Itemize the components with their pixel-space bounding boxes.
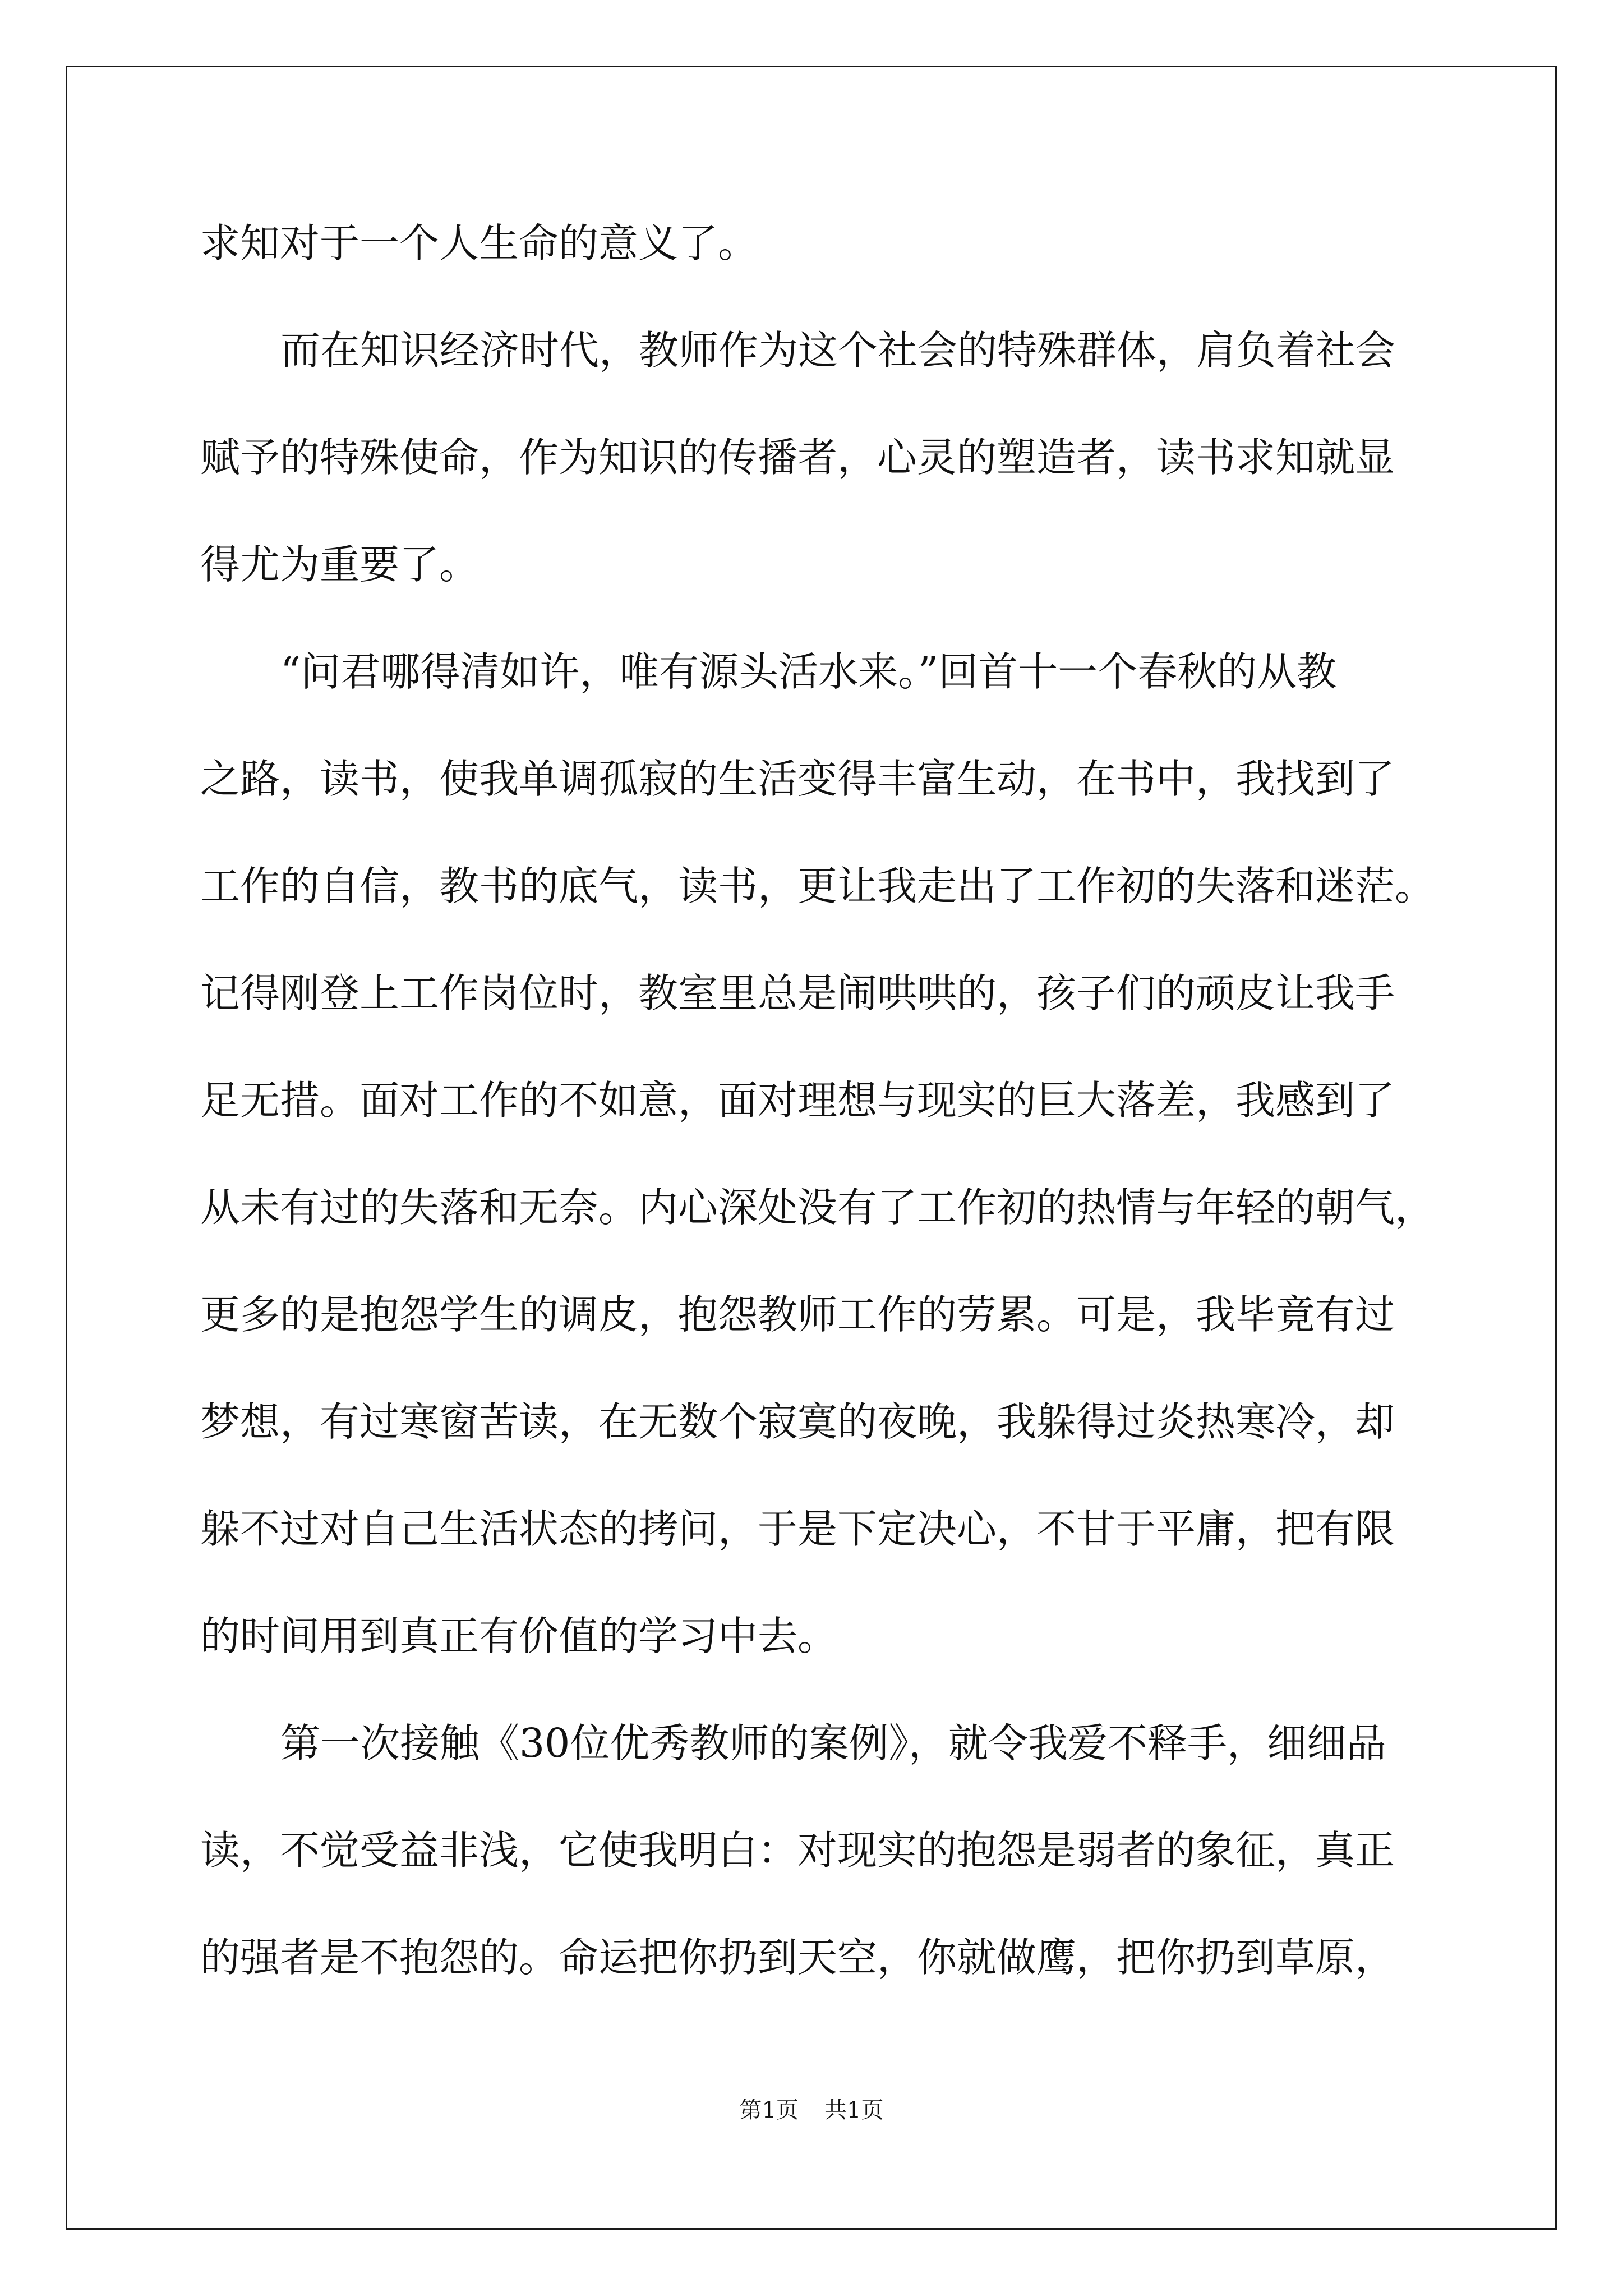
text-line: 更多的是抱怨学生的调皮，抱怨教师工作的劳累。可是，我毕竟有过: [200, 1291, 1395, 1338]
text-line: 求知对于一个人生命的意义了。: [200, 220, 758, 266]
text-line: 第一次接触《30位优秀教师的案例》，就令我爱不释手，细细品: [280, 1720, 1386, 1766]
text-line: 记得刚登上工作岗位时，教室里总是闹哄哄的，孩子们的顽皮让我手: [200, 970, 1395, 1016]
document-body: [200, 210, 1434, 2032]
text-line: 工作的自信，教书的底气，读书，更让我走出了工作初的失落和迷茫。: [200, 863, 1435, 909]
text-line: 从未有过的失落和无奈。内心深处没有了工作初的热情与年轻的朝气，: [200, 1184, 1435, 1231]
text-line: 赋予的特殊使命，作为知识的传播者，心灵的塑造者，读书求知就显: [200, 434, 1395, 481]
page-total: 共1页: [824, 2097, 884, 2123]
text-line: 梦想，有过寒窗苦读，在无数个寂寞的夜晚，我躲得过炎热寒冷，却: [200, 1398, 1395, 1445]
text-line: 之路，读书，使我单调孤寂的生活变得丰富生动，在书中，我找到了: [200, 756, 1395, 802]
text-line: 的强者是不抱怨的。命运把你扔到天空，你就做鹰，把你扔到草原，: [200, 1934, 1395, 1981]
text-line: 足无措。面对工作的不如意，面对理想与现实的巨大落差，我感到了: [200, 1077, 1395, 1124]
text-line: 得尤为重要了。: [200, 541, 479, 588]
text-line: “问君哪得清如许，唯有源头活水来。”回首十一个春秋的从教: [280, 648, 1337, 695]
page-number: 第1页: [739, 2097, 799, 2123]
text-line: 而在知识经济时代，教师作为这个社会的特殊群体，肩负着社会: [280, 327, 1396, 374]
page-footer: [0, 2097, 1623, 2124]
text-line: 躲不过对自己生活状态的拷问，于是下定决心，不甘于平庸，把有限: [200, 1506, 1395, 1552]
text-line: 的时间用到真正有价值的学习中去。: [200, 1613, 838, 1659]
text-line: 读，不觉受益非浅，它使我明白：对现实的抱怨是弱者的象征，真正: [200, 1827, 1395, 1874]
